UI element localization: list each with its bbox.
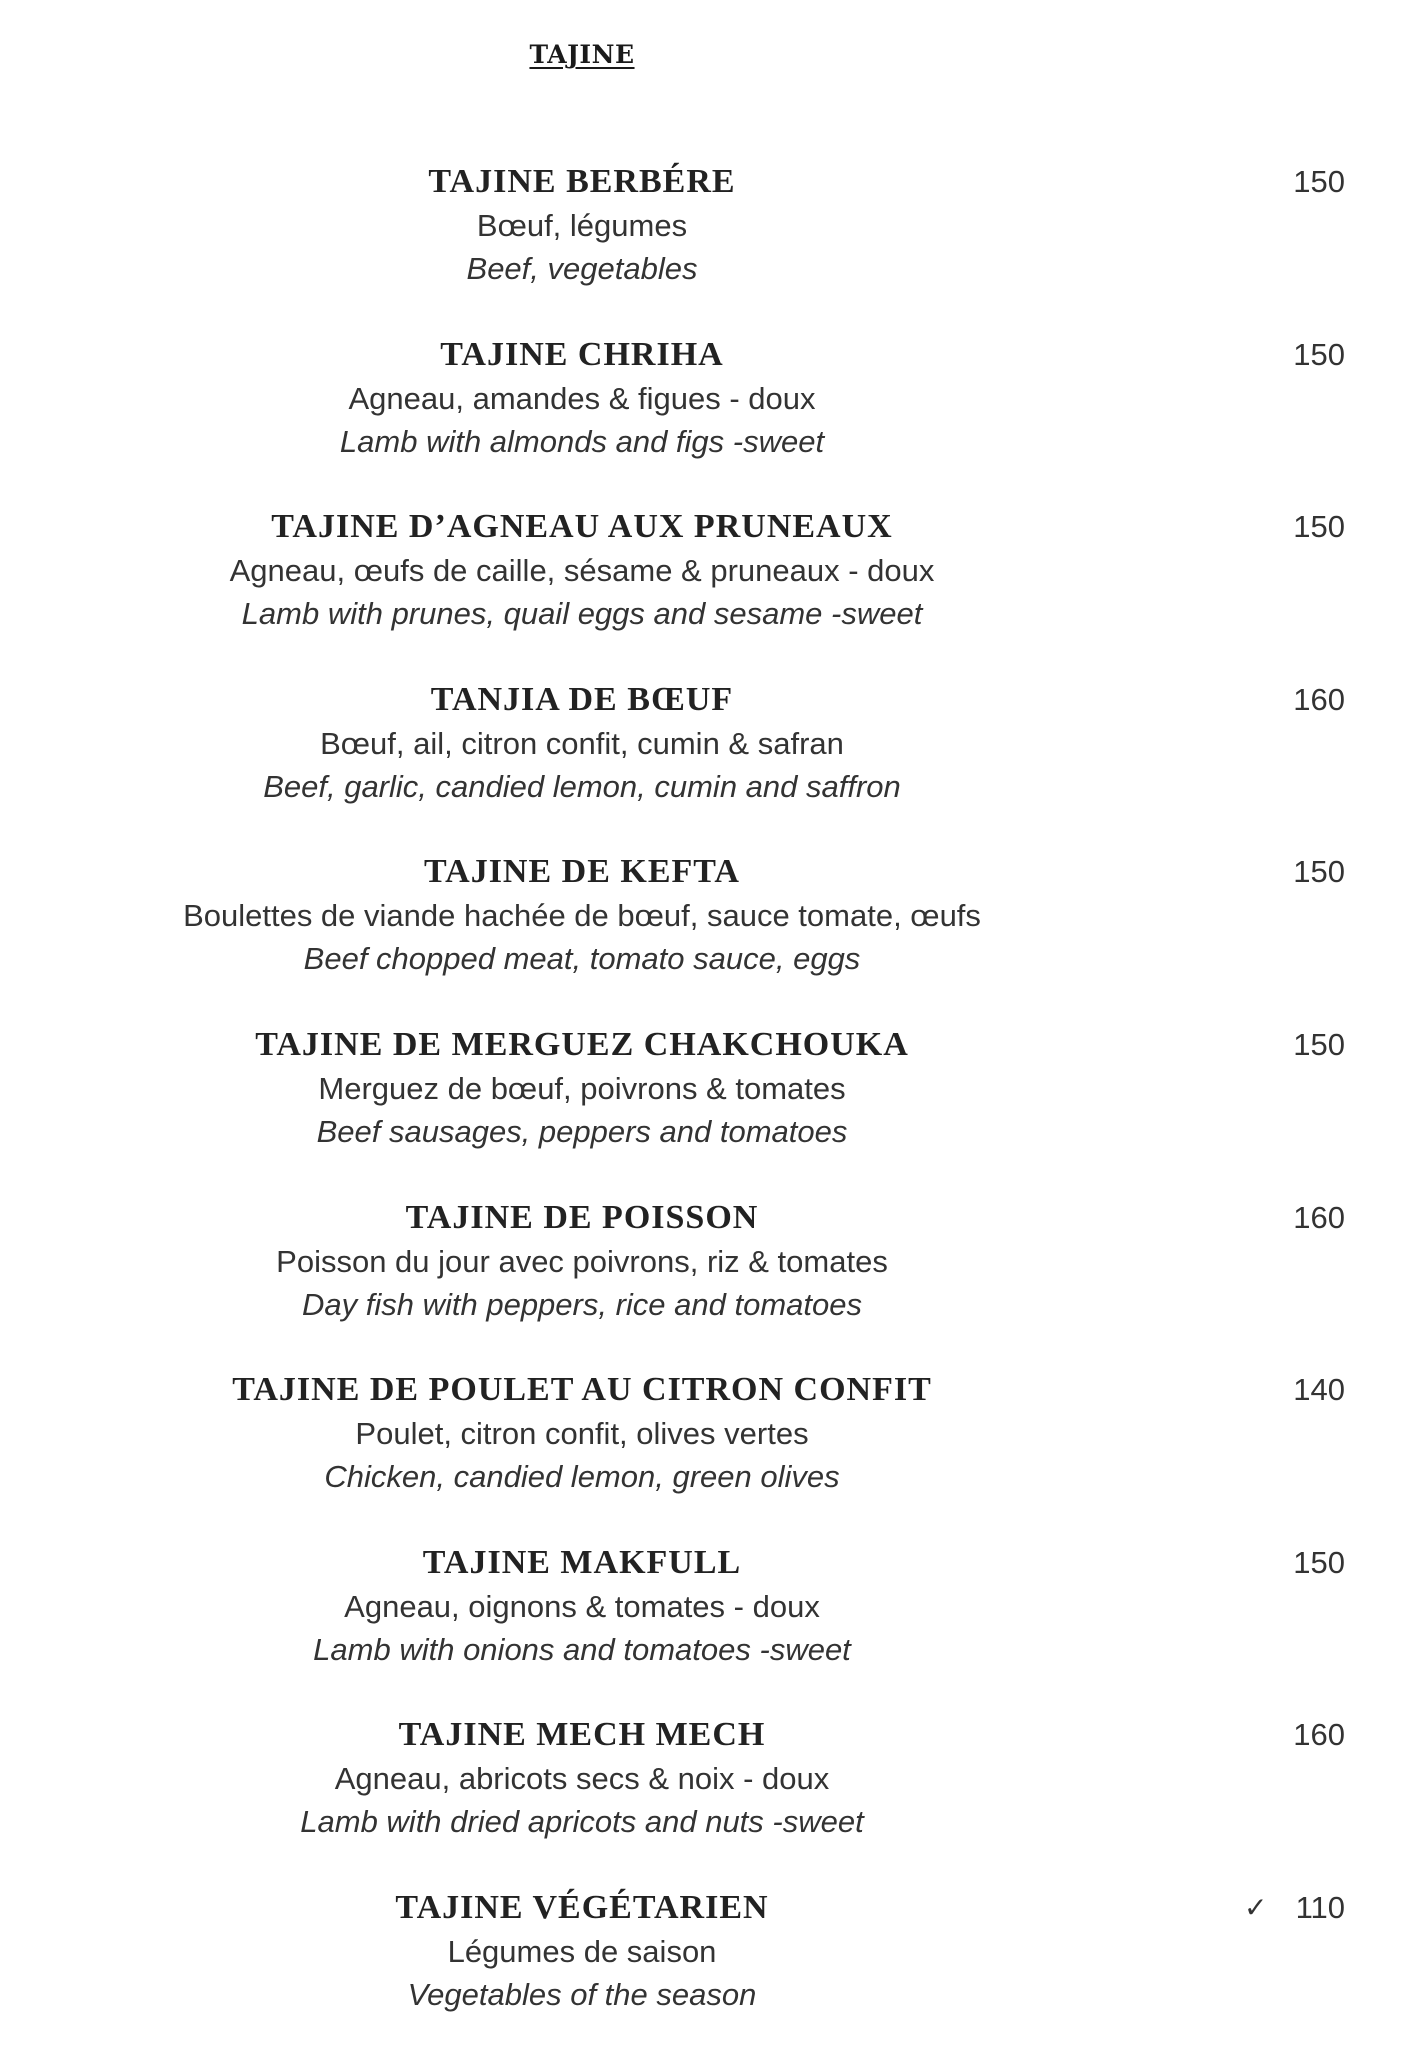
item-description-en: Beef, vegetables [466, 251, 698, 286]
item-description-en: Beef, garlic, candied lemon, cumin and saffron [263, 768, 901, 804]
item-price: 160 [1293, 1199, 1345, 1235]
item-title: TANJIA DE BŒUF [430, 680, 734, 718]
item-price: 150 [1293, 1544, 1345, 1580]
item-description-en: Beef chopped meat, tomato sauce, eggs [303, 941, 861, 977]
item-price: 140 [1293, 1372, 1345, 1408]
item-title: TAJINE MAKFULL [422, 1543, 742, 1581]
menu-list [0, 160, 1422, 2059]
item-price: 150 [1293, 854, 1345, 890]
item-title: TAJINE DE POULET AU CITRON CONFIT [232, 1371, 932, 1409]
item-title: TAJINE DE MERGUEZ CHAKCHOUKA [255, 1025, 909, 1063]
menu-item [0, 1541, 1422, 1714]
item-title: TAJINE D’AGNEAU AUX PRUNEAUX [271, 508, 893, 546]
item-price: 160 [1293, 681, 1345, 717]
vegetarian-check-icon: ✓ [1244, 1890, 1268, 1924]
item-title: TAJINE MECH MECH [398, 1716, 766, 1754]
item-price: 150 [1293, 164, 1345, 199]
item-description-en: Lamb with dried apricots and nuts -sweet [300, 1804, 864, 1840]
menu-item [0, 1023, 1422, 1196]
item-description-fr: Bœuf, légumes [476, 208, 688, 243]
item-description-en: Vegetables of the season [407, 1976, 757, 2012]
item-title: TAJINE VÉGÉTARIEN [395, 1888, 769, 1926]
menu-item [0, 1368, 1422, 1541]
item-description-fr: Agneau, amandes & figues - doux [348, 380, 816, 416]
item-price: 150 [1293, 336, 1345, 372]
item-description-en: Day fish with peppers, rice and tomatoes [302, 1286, 862, 1322]
menu-item [0, 1196, 1422, 1369]
item-title: TAJINE CHRIHA [440, 335, 724, 373]
item-description-fr: Agneau, oignons & tomates - doux [344, 1588, 820, 1624]
item-price: 160 [1293, 1717, 1345, 1753]
item-title: TAJINE DE KEFTA [423, 853, 740, 891]
item-description-en: Lamb with prunes, quail eggs and sesame -sweet [241, 596, 923, 632]
item-description-fr: Poulet, citron confit, olives vertes [355, 1416, 809, 1452]
item-description-fr: Agneau, œufs de caille, sésame & pruneaux - doux [229, 553, 935, 589]
menu-item [0, 160, 1422, 333]
item-description-fr: Bœuf, ail, citron confit, cumin & safran [320, 725, 844, 761]
item-description-en: Lamb with onions and tomatoes -sweet [313, 1631, 851, 1667]
item-description-en: Beef sausages, peppers and tomatoes [316, 1113, 848, 1149]
item-description-fr: Agneau, abricots secs & noix - doux [334, 1761, 830, 1797]
item-description-fr: Boulettes de viande hachée de bœuf, sauce tomate, œufs [183, 898, 981, 934]
item-price: 150 [1293, 509, 1345, 545]
item-description-en: Lamb with almonds and figs -sweet [339, 423, 825, 459]
page-title: TAJINE [529, 40, 635, 69]
item-description-en: Chicken, candied lemon, green olives [324, 1459, 840, 1495]
menu-item [0, 1886, 1422, 2059]
item-description-fr: Légumes de saison [447, 1933, 717, 1969]
item-title: TAJINE DE POISSON [405, 1198, 759, 1236]
menu-item [0, 1713, 1422, 1886]
menu-item [0, 333, 1422, 506]
item-title: TAJINE BERBÉRE [428, 163, 736, 200]
menu-item [0, 505, 1422, 678]
item-description-fr: Merguez de bœuf, poivrons & tomates [318, 1070, 846, 1106]
item-price: 110 [1295, 1889, 1345, 1925]
item-price: 150 [1293, 1026, 1345, 1062]
menu-item [0, 850, 1422, 1023]
item-description-fr: Poisson du jour avec poivrons, riz & tomates [276, 1243, 888, 1279]
menu-item [0, 678, 1422, 851]
